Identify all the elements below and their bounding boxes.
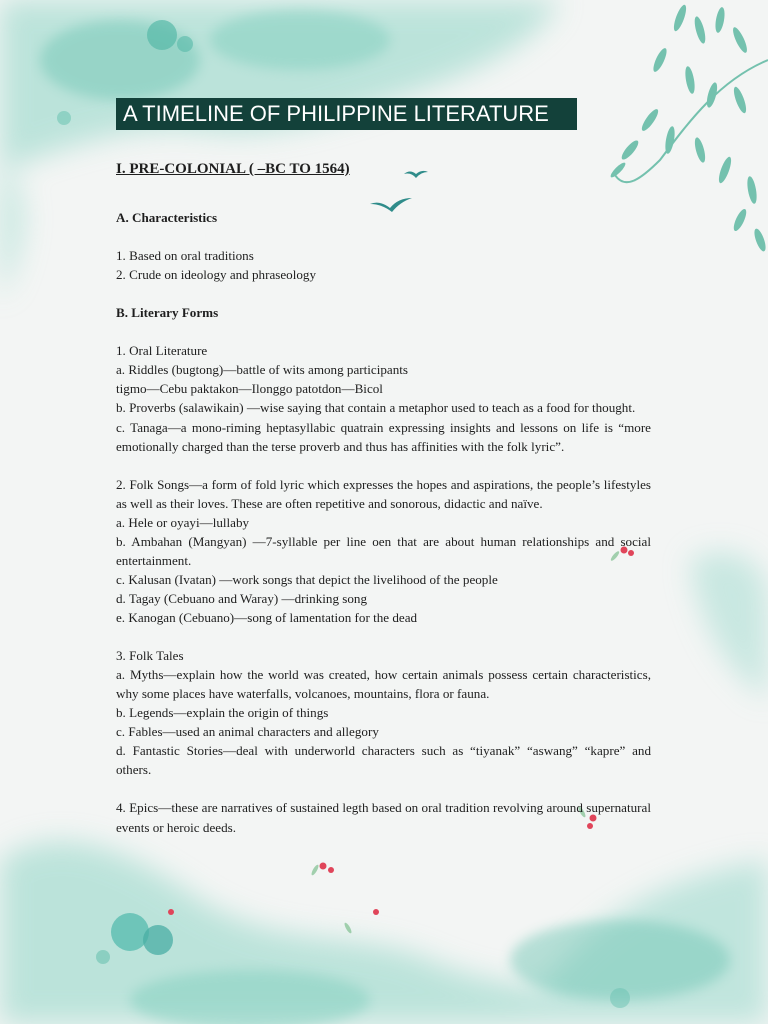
section-heading: I. PRE-COLONIAL ( –BC TO 1564): [116, 161, 350, 177]
paragraph: c. Tanaga—a mono-riming heptasyllabic quatrain expressing insights and lessons on life is “more emotionally charged than the terse proverb and thus has affinities with the folk lyric”.: [116, 419, 651, 454]
paragraph: 2. Folk Songs—a form of fold lyric which expresses the hopes and aspirations, the people’s lifestyles as well as their loves. These are often repetitive and sonorous, didactic and naïve.: [116, 476, 651, 511]
paragraph: 2. Crude on ideology and phraseology: [116, 267, 317, 283]
paragraph: c. Fables—used an animal characters and allegory: [116, 724, 379, 740]
paragraph: a. Riddles (bugtong)—battle of wits among participants: [116, 362, 409, 378]
paragraph: d. Fantastic Stories—deal with underworld characters such as “tiyanak” “aswang” “kapre” and others.: [116, 743, 651, 778]
blank-line: [116, 322, 651, 341]
paragraph: b. Ambahan (Mangyan) —7-syllable per line oen that are about human relationships and social entertainment.: [116, 533, 651, 568]
paragraph: b. Legends—explain the origin of things: [116, 705, 329, 721]
paragraph: 4. Epics—these are narratives of sustained legth based on oral tradition revolving around supernatural events or heroic deeds.: [116, 800, 651, 835]
paragraph: e. Kanogan (Cebuano)—song of lamentation for the dead: [116, 609, 418, 625]
blank-line: [116, 284, 651, 303]
blank-line: [116, 227, 651, 246]
paragraph: d. Tagay (Cebuano and Waray) —drinking song: [116, 590, 367, 606]
paragraph: 1. Based on oral traditions: [116, 248, 254, 264]
blank-line: [116, 456, 651, 475]
paragraph: a. Hele or oyayi—lullaby: [116, 514, 250, 530]
document-title: A TIMELINE OF PHILIPPINE LITERATURE: [116, 98, 577, 130]
bird-icon: [404, 171, 428, 178]
paragraph: 1. Oral Literature: [116, 343, 208, 359]
paragraph: c. Kalusan (Ivatan) —work songs that depict the livelihood of the people: [116, 571, 498, 587]
paragraph: b. Proverbs (salawikain) —wise saying that contain a metaphor used to teach as a food for thought.: [116, 400, 636, 416]
subheading: A. Characteristics: [116, 210, 218, 225]
paragraph: a. Myths—explain how the world was created, how certain animals possess certain characteristics, why some places have waterfalls, volcanoes, mountains, flora or fauna.: [116, 667, 651, 702]
subheading: B. Literary Forms: [116, 305, 219, 321]
paragraph: tigmo—Cebu paktakon—Ilonggo patotdon—Bicol: [116, 381, 383, 397]
paragraph: 3. Folk Tales: [116, 648, 184, 664]
blank-line: [116, 627, 651, 646]
document-body: [116, 208, 651, 837]
blank-line: [116, 779, 651, 798]
